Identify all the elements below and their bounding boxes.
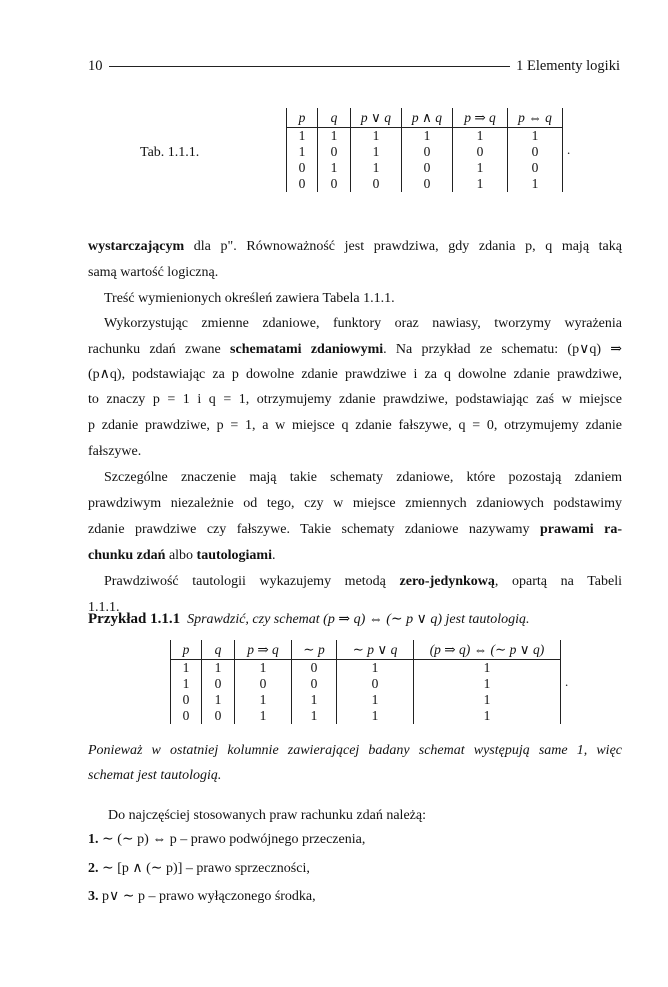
column-header: q: [202, 640, 235, 660]
example-label: Przykład 1.1.1: [88, 611, 181, 627]
paragraph-line: [104, 315, 622, 333]
text: samą wartość logiczną.: [88, 265, 219, 280]
table-cell: 1: [351, 128, 402, 145]
table-cell: 0: [287, 176, 318, 192]
column-header: p ⇔ q: [508, 108, 563, 128]
table-cell: 1: [287, 144, 318, 160]
table-cell: 1: [508, 176, 563, 192]
header-row: [287, 108, 563, 128]
table-cell: 1: [318, 128, 351, 145]
bold-term: schematami zdaniowymi: [230, 342, 384, 357]
table-cell: 1: [235, 692, 292, 708]
text: Treść wymienionych określeń zawiera Tabela 1.1.1.: [104, 291, 395, 306]
paragraph-line: [88, 264, 622, 282]
text: 1.1.1.: [88, 600, 120, 615]
table-cell: 0: [508, 160, 563, 176]
table-cell: 0: [318, 144, 351, 160]
table-cell: 1: [235, 660, 292, 677]
paragraph-line: [104, 469, 622, 487]
text: , opartą na Tabeli: [494, 574, 622, 589]
text: .: [272, 548, 276, 563]
table-end-period: .: [565, 674, 569, 689]
column-header: (p ⇒ q) ⇔ (∼ p ∨ q): [414, 640, 561, 660]
table-cell: 1: [318, 160, 351, 176]
table-cell: 1: [414, 708, 561, 724]
bold-term: prawami ra-: [540, 522, 622, 537]
law-item: [88, 888, 316, 906]
paragraph-line: [88, 547, 622, 565]
bold-term: chunku zdań: [88, 548, 166, 563]
table-cell: 1: [351, 160, 402, 176]
table-cell: 1: [508, 128, 563, 145]
header-rule: [109, 66, 511, 67]
table-cell: 1: [414, 676, 561, 692]
table-cell: 0: [453, 144, 508, 160]
example-text: Sprawdzić, czy schemat (p ⇒ q) ⇔ (∼ p ∨ q) jest tautologią.: [187, 612, 530, 627]
text: (p∧q), podstawiając za p dowolne zdanie prawdziwe i za q dowolne zdanie prawdziwe,: [88, 367, 622, 382]
table-caption: Tab. 1.1.1.: [140, 145, 200, 160]
text: to znaczy p = 1 i q = 1, otrzymujemy zdanie prawdziwe, podstawiając zaś w miejsce: [88, 392, 622, 407]
table-cell: 1: [337, 692, 414, 708]
text: . Na przykład ze schematu: (p∨q) ⇒: [383, 342, 622, 357]
table-cell: 0: [292, 660, 337, 677]
table-cell: 0: [402, 160, 453, 176]
text: fałszywe.: [88, 444, 142, 459]
column-header: p ∧ q: [402, 108, 453, 128]
table-cell: 1: [292, 692, 337, 708]
table-cell: 0: [318, 176, 351, 192]
text: prawdziwym niezależnie od tego, czy w miejsce zmiennych zdaniowych podstawimy: [88, 496, 622, 511]
chapter-title: 1 Elementy logiki: [516, 58, 620, 74]
paragraph-line: [88, 341, 622, 359]
paragraph-line: [104, 290, 622, 308]
table-cell: 1: [453, 160, 508, 176]
table-cell: 1: [402, 128, 453, 145]
law-number: 2.: [88, 861, 99, 876]
column-header: p ⇒ q: [453, 108, 508, 128]
paragraph-line: [88, 366, 622, 384]
column-header: ∼ p ∨ q: [337, 640, 414, 660]
table-row: [287, 176, 563, 192]
table-cell: 1: [453, 128, 508, 145]
bold-term: wystarczającym: [88, 239, 185, 254]
table-cell: 1: [171, 676, 202, 692]
truth-table-1-wrapper: [286, 108, 570, 192]
text: zdanie prawdziwe czy fałszywe. Takie schematy zdaniowe nazywamy: [88, 522, 540, 537]
table-cell: 1: [202, 692, 235, 708]
table-cell: 1: [337, 660, 414, 677]
laws-intro: Do najczęściej stosowanych praw rachunku zdań należą:: [108, 808, 426, 823]
paragraph-line: [88, 521, 622, 539]
example-heading: [88, 611, 530, 628]
table-cell: 0: [292, 676, 337, 692]
column-header: ∼ p: [292, 640, 337, 660]
law-number: 3.: [88, 889, 99, 904]
text: Prawdziwość tautologii wykazujemy metodą: [104, 574, 400, 589]
bold-term: tautologiami: [196, 548, 272, 563]
table-cell: 1: [337, 708, 414, 724]
paragraph-line: [88, 495, 622, 513]
table-cell: 0: [508, 144, 563, 160]
column-header: p ∨ q: [351, 108, 402, 128]
table-row: [171, 676, 561, 692]
conclusion-line: schemat jest tautologią.: [88, 768, 222, 783]
text: rachunku zdań zwane: [88, 342, 231, 357]
table-cell: 0: [171, 692, 202, 708]
column-header: p: [171, 640, 202, 660]
text: p zdanie prawdziwe, p = 1, a w miejsce q zdanie fałszywe, q = 0, otrzymujemy zdanie: [88, 418, 622, 433]
table-row: [287, 128, 563, 145]
table-cell: 0: [171, 708, 202, 724]
table-cell: 0: [402, 144, 453, 160]
column-header: p: [287, 108, 318, 128]
paragraph-line: [88, 238, 622, 256]
table-cell: 0: [235, 676, 292, 692]
law-text: p∨ ∼ p – prawo wyłączonego środka,: [102, 889, 316, 904]
table-cell: 0: [337, 676, 414, 692]
bold-term: zero-jedynkową: [399, 574, 495, 589]
law-text: ∼ [p ∧ (∼ p)] – prawo sprzeczności,: [102, 861, 310, 876]
table-cell: 0: [287, 160, 318, 176]
table-cell: 1: [453, 176, 508, 192]
running-header: [88, 58, 620, 75]
table-cell: 1: [292, 708, 337, 724]
table-row: [171, 708, 561, 724]
law-text: ∼ (∼ p) ⇔ p – prawo podwójnego przeczenia,: [102, 832, 366, 847]
table-row: [171, 660, 561, 677]
table-cell: 0: [202, 708, 235, 724]
table-cell: 0: [351, 176, 402, 192]
table-cell: 1: [287, 128, 318, 145]
table-row: [171, 692, 561, 708]
table-cell: 1: [202, 660, 235, 677]
paragraph-line: [104, 573, 622, 591]
law-item: [88, 860, 310, 878]
table-cell: 1: [171, 660, 202, 677]
text: albo: [165, 548, 197, 563]
paragraph-line: [88, 391, 622, 409]
header-row: [171, 640, 561, 660]
table-row: [287, 160, 563, 176]
table-cell: 0: [402, 176, 453, 192]
truth-table-2-wrapper: [170, 640, 568, 724]
column-header: p ⇒ q: [235, 640, 292, 660]
table-cell: 1: [414, 692, 561, 708]
text: Szczególne znaczenie mają takie schematy zdaniowe, które pozostają zdaniem: [104, 470, 622, 485]
truth-table-1: [286, 108, 563, 192]
table-cell: 1: [351, 144, 402, 160]
text: Wykorzystując zmienne zdaniowe, funktory oraz nawiasy, tworzymy wyrażenia: [104, 316, 622, 331]
law-number: 1.: [88, 832, 99, 847]
table-cell: 1: [414, 660, 561, 677]
table-cell: 1: [235, 708, 292, 724]
page-number: 10: [88, 58, 103, 74]
column-header: q: [318, 108, 351, 128]
law-item: [88, 831, 365, 849]
truth-table-2: [170, 640, 561, 724]
conclusion-line: Ponieważ w ostatniej kolumnie zawierającej badany schemat występują same 1, więc: [88, 743, 622, 758]
table-end-period: .: [567, 142, 571, 157]
table-cell: 0: [202, 676, 235, 692]
text: dla p". Równoważność jest prawdziwa, gdy zdania p, q mają taką: [184, 239, 622, 254]
table-row: [287, 144, 563, 160]
paragraph-line: [88, 417, 622, 435]
paragraph-line: [88, 443, 622, 461]
